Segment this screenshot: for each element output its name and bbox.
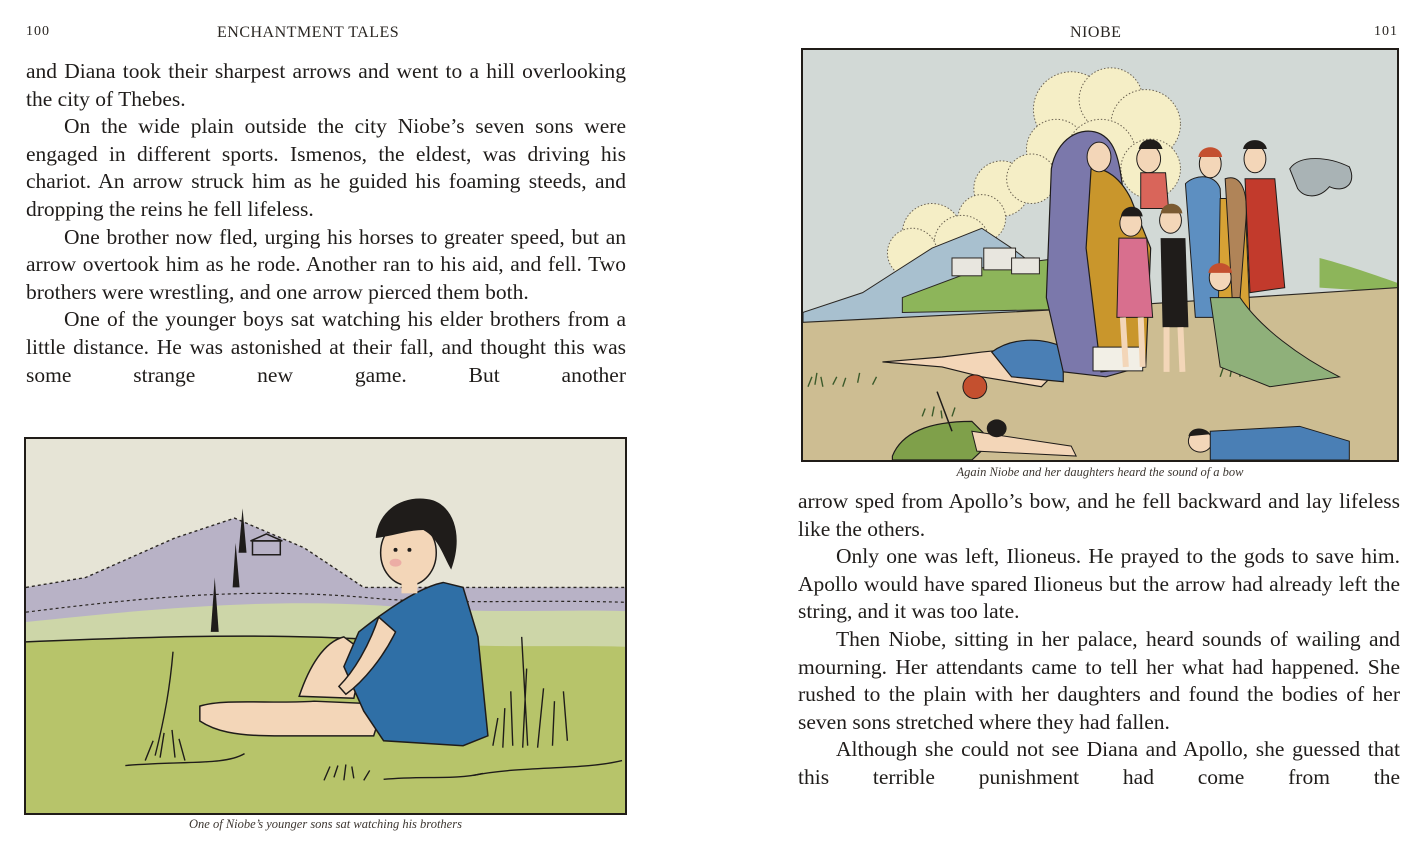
illustration-caption: One of Niobe’s younger sons sat watching his brothers: [189, 817, 462, 831]
boy-illustration-art: [26, 439, 625, 813]
page-number: 101: [1374, 24, 1398, 39]
illustration-niobe: [801, 48, 1399, 462]
niobe-illustration-art: [803, 50, 1397, 460]
paragraph: Although she could not see Diana and Apollo, she guessed that this terrible punishment had come from the: [798, 737, 1400, 789]
paragraph: One brother now fled, urging his horses to greater speed, but an arrow overtook him as he rode. Another ran to his aid, and fell. Two brothers were wrestling, and one arrow pierced them both.: [26, 224, 626, 304]
illustration-caption: Again Niobe and her daughters heard the sound of a bow: [956, 465, 1244, 479]
paragraph: Then Niobe, sitting in her palace, heard sounds of wailing and mourning. Her attendants came to tell her what had happened. She rushed to the plain with her daughters and found the bodies of her seven sons stretched where they had fallen.: [798, 626, 1400, 734]
body-text: [26, 58, 626, 389]
paragraph: One of the younger boys sat watching his elder brothers from a little distance. He was astonished at their fall, and thought this was some strange new game. But another: [26, 307, 626, 387]
right-page: [760, 0, 1421, 857]
page-number: 100: [26, 24, 50, 39]
paragraph: arrow sped from Apollo’s bow, and he fell backward and lay lifeless like the others.: [798, 489, 1400, 541]
running-head: ENCHANTMENT TALES: [217, 24, 400, 41]
illustration-boy-sitting: [24, 437, 627, 815]
paragraph: and Diana took their sharpest arrows and went to a hill overlooking the city of Thebes.: [26, 59, 626, 111]
running-head: NIOBE: [1070, 24, 1122, 41]
left-page: [0, 0, 660, 857]
body-text: [798, 488, 1400, 792]
paragraph: Only one was left, Ilioneus. He prayed to the gods to save him. Apollo would have spared Ilioneus but the arrow had already left the string, and it was too late.: [798, 544, 1400, 624]
paragraph: On the wide plain outside the city Niobe’s seven sons were engaged in different sports. Ismenos, the eldest, was driving his chariot. An arrow struck him as he guided his foaming steeds, and dropping the reins he fell lifeless.: [26, 114, 626, 221]
